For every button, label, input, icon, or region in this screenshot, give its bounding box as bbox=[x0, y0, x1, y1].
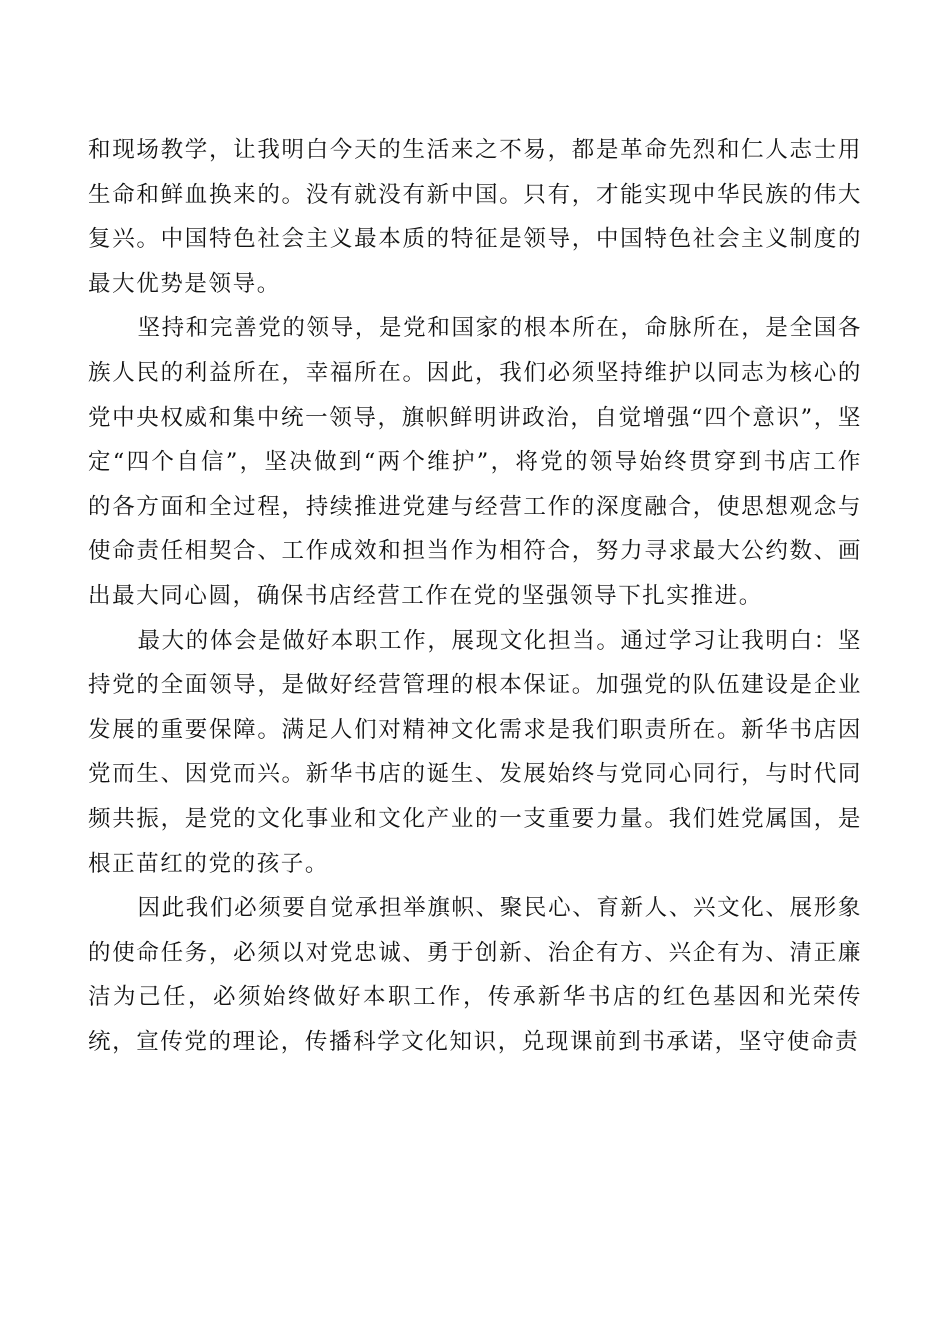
paragraph-1: 和现场教学，让我明白今天的生活来之不易，都是革命先烈和仁人志士用生命和鲜血换来的。没有就没有新中国。只有，才能实现中华民族的伟大复兴。中国特色社会主义最本质的特征是领导，中国特色社会主义制度的最大优势是领导。 bbox=[88, 137, 862, 297]
paragraph-3: 最大的体会是做好本职工作，展现文化担当。通过学习让我明白：坚持党的全面领导，是做好经营管理的根本保证。加强党的队伍建设是企业发展的重要保障。满足人们对精神文化需求是我们职责所在。新华书店因党而生、因党而兴。新华书店的诞生、发展始终与党同心同行，与时代同频共振，是党的文化事业和文化产业的一支重要力量。我们姓党属国，是根正苗红的党的孩子。 bbox=[88, 627, 862, 877]
paragraph-4: 因此我们必须要自觉承担举旗帜、聚民心、育新人、兴文化、展形象的使命任务，必须以对党忠诚、勇于创新、治企有方、兴企有为、清正廉洁为己任，必须始终做好本职工作，传承新华书店的红色基因和光荣传统，宣传党的理论，传播科学文化知识，兑现课前到书承诺，坚守使命责 bbox=[88, 895, 862, 1055]
document-body bbox=[88, 128, 862, 1064]
paragraph-2: 坚持和完善党的领导，是党和国家的根本所在，命脉所在，是全国各族人民的利益所在，幸福所在。因此，我们必须坚持维护以同志为核心的党中央权威和集中统一领导，旗帜鲜明讲政治，自觉增强“四个意识”，坚定“四个自信”，坚决做到“两个维护”，将党的领导始终贯穿到书店工作的各方面和全过程，持续推进党建与经营工作的深度融合，使思想观念与使命责任相契合、工作成效和担当作为相符合，努力寻求最大公约数、画出最大同心圆，确保书店经营工作在党的坚强领导下扎实推进。 bbox=[88, 315, 862, 609]
